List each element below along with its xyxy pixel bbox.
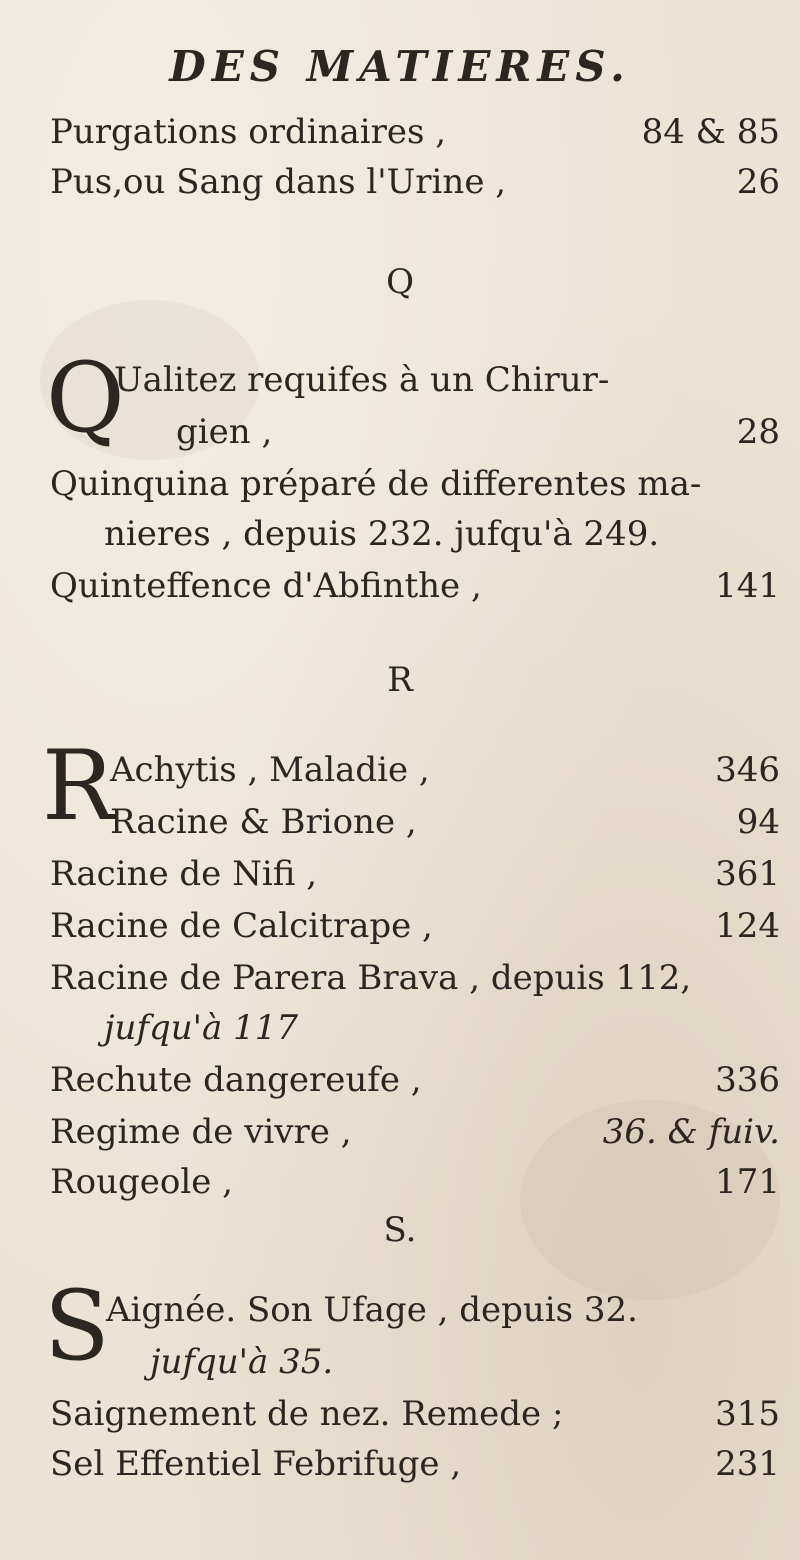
dropcap-q: Q xyxy=(46,342,125,454)
entry-text: jufqu'à 117 xyxy=(104,1008,299,1048)
entry-text: Purgations ordinaires , xyxy=(50,112,447,152)
entry-text: Regime de vivre , xyxy=(50,1112,352,1152)
entry-text: jufqu'à 35. xyxy=(150,1342,334,1382)
entry-text: Racine & Brione , xyxy=(110,802,417,842)
section-letter-r: R xyxy=(387,660,413,700)
entry-page: 84 & 85 xyxy=(641,112,780,152)
entry-page: 361 xyxy=(715,854,780,894)
entry-text: Aignée. Son Ufage , depuis 32. xyxy=(106,1290,638,1330)
dropcap-r: R xyxy=(42,730,115,842)
entry-page: 141 xyxy=(715,566,780,606)
entry-page: 26 xyxy=(736,162,780,202)
entry-page: 36. & fuiv. xyxy=(602,1112,780,1152)
entry-text: Racine de Parera Brava , depuis 112, xyxy=(50,958,692,998)
entry-page: 346 xyxy=(715,750,780,790)
entry-text: Quinteffence d'Abfinthe , xyxy=(50,566,482,606)
entry-text: gien , xyxy=(176,412,273,452)
entry-page: 124 xyxy=(715,906,780,946)
entry-text: Saignement de nez. Remede ; xyxy=(50,1394,564,1434)
entry-text: Rechute dangereufe , xyxy=(50,1060,422,1100)
entry-text: Pus,ou Sang dans l'Urine , xyxy=(50,162,507,202)
section-letter-q: Q xyxy=(386,262,414,302)
section-letter-s: S. xyxy=(383,1210,417,1250)
entry-text: nieres , depuis 232. jufqu'à 249. xyxy=(104,514,660,554)
entry-page: 28 xyxy=(736,412,780,452)
entry-text: Racine de Calcitrape , xyxy=(50,906,433,946)
entry-page: 231 xyxy=(715,1444,780,1484)
entry-text: Quinquina préparé de differentes ma- xyxy=(50,464,702,504)
entry-page: 171 xyxy=(715,1162,780,1202)
page-header: DES MATIERES. xyxy=(169,42,631,91)
entry-text: Rougeole , xyxy=(50,1162,233,1202)
entry-page: 94 xyxy=(736,802,780,842)
entry-text: Racine de Nifi , xyxy=(50,854,318,894)
entry-text: Ualitez requifes à un Chirur- xyxy=(114,360,610,400)
entry-text: Sel Effentiel Febrifuge , xyxy=(50,1444,462,1484)
dropcap-s: S xyxy=(44,1270,110,1382)
entry-page: 315 xyxy=(715,1394,780,1434)
entry-page: 336 xyxy=(715,1060,780,1100)
entry-text: Achytis , Maladie , xyxy=(110,750,430,790)
